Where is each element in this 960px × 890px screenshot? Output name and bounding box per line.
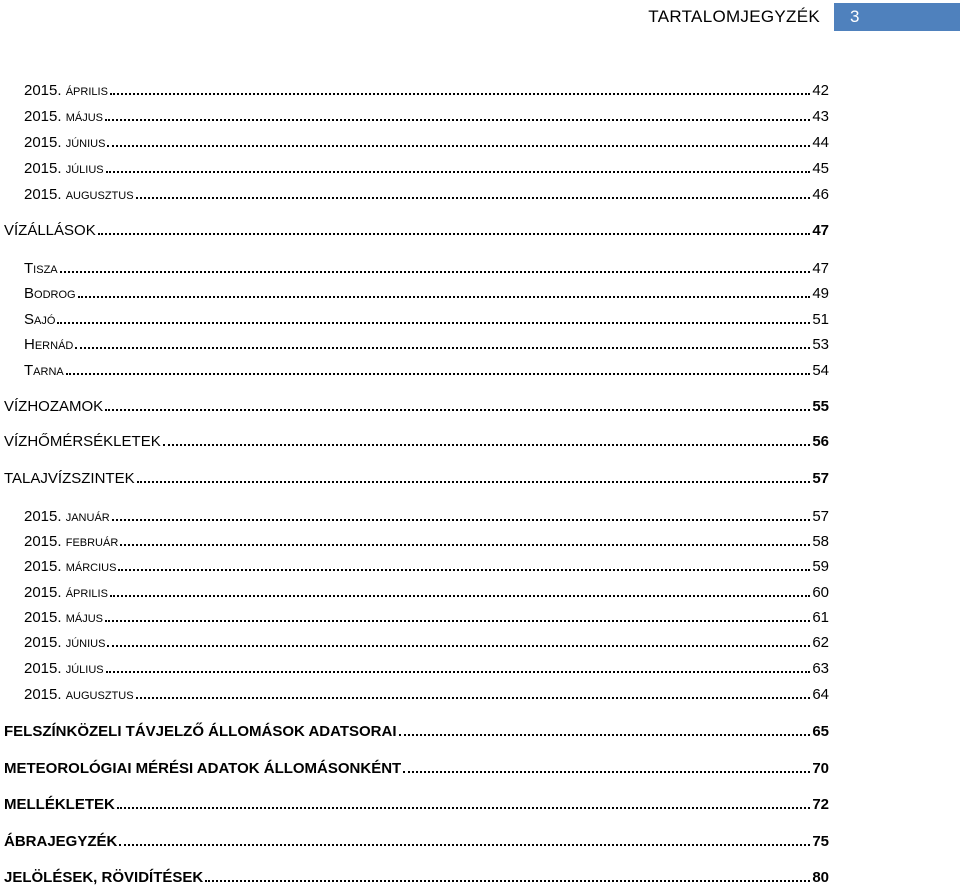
toc-entry-label bbox=[24, 584, 108, 601]
toc-leader-dots bbox=[105, 620, 810, 622]
toc-entry-label bbox=[24, 558, 116, 575]
toc-entry-label bbox=[24, 686, 134, 703]
toc-leader-dots bbox=[106, 671, 811, 673]
toc-page-number: 43 bbox=[812, 108, 829, 125]
toc-leader-dots bbox=[205, 880, 810, 882]
toc-entry-month: MÁRCIUS bbox=[65, 562, 117, 574]
toc-entry[interactable] bbox=[4, 470, 829, 487]
toc-entry-rest: ISZA bbox=[33, 264, 58, 276]
toc-entry-label: MELLÉKLETEK bbox=[4, 796, 115, 813]
toc-entry[interactable] bbox=[4, 433, 829, 450]
toc-leader-dots bbox=[57, 322, 810, 324]
toc-entry-label bbox=[24, 260, 58, 277]
toc-entry-month: MÁJUS bbox=[65, 112, 103, 124]
toc-entry-month: ÁPRILIS bbox=[65, 86, 108, 98]
toc-leader-dots bbox=[98, 233, 811, 235]
toc-entry-year: 2015. bbox=[24, 686, 66, 703]
toc-entry-label bbox=[24, 108, 103, 125]
toc-entry[interactable] bbox=[4, 869, 829, 886]
toc-leader-dots bbox=[60, 271, 811, 273]
toc-entry-label: METEOROLÓGIAI MÉRÉSI ADATOK ÁLLOMÁSONKÉNT bbox=[4, 760, 402, 777]
toc-page-number: 72 bbox=[812, 796, 829, 813]
toc-entry-label bbox=[24, 160, 104, 177]
toc-entry-label bbox=[24, 285, 76, 302]
toc-page-number: 55 bbox=[812, 398, 829, 415]
toc-entry-label: ÁBRAJEGYZÉK bbox=[4, 833, 118, 850]
toc-entry-year: 2015. bbox=[24, 533, 66, 550]
toc-page-number: 47 bbox=[812, 260, 829, 277]
toc-page-number: 53 bbox=[812, 336, 829, 353]
toc-leader-dots bbox=[403, 771, 810, 773]
toc-page-number: 42 bbox=[812, 82, 829, 99]
toc-entry-year: 2015. bbox=[24, 584, 66, 601]
toc-entry[interactable] bbox=[24, 362, 829, 379]
toc-entry-rest: ERNÁD bbox=[34, 340, 74, 352]
toc-page-number: 65 bbox=[812, 723, 829, 740]
header-title: TARTALOMJEGYZÉK bbox=[648, 7, 820, 26]
toc-leader-dots bbox=[118, 569, 810, 571]
toc-leader-dots bbox=[120, 544, 810, 546]
toc-entry[interactable] bbox=[24, 508, 829, 525]
toc-entry-initial: T bbox=[24, 260, 34, 277]
toc-leader-dots bbox=[136, 697, 811, 699]
toc-entry-month: AUGUSZTUS bbox=[65, 690, 134, 702]
toc-entry[interactable] bbox=[24, 108, 829, 125]
toc-entry-label bbox=[24, 609, 103, 626]
toc-page-number: 70 bbox=[812, 760, 829, 777]
toc-page-number: 59 bbox=[812, 558, 829, 575]
page-header bbox=[648, 3, 960, 31]
toc-entry[interactable] bbox=[24, 558, 829, 575]
toc-entry-initial: S bbox=[24, 311, 35, 328]
toc-leader-dots bbox=[110, 93, 810, 95]
toc-entry[interactable] bbox=[4, 222, 829, 239]
toc-entry[interactable] bbox=[24, 634, 829, 651]
toc-entry[interactable] bbox=[24, 160, 829, 177]
toc-leader-dots bbox=[66, 373, 811, 375]
toc-entry[interactable] bbox=[24, 186, 829, 203]
toc-leader-dots bbox=[136, 197, 811, 199]
toc-entry-year: 2015. bbox=[24, 508, 66, 525]
header-page-number: 3 bbox=[834, 3, 960, 31]
toc-entry-year: 2015. bbox=[24, 160, 66, 177]
toc-entry-label: VÍZÁLLÁSOK bbox=[4, 222, 96, 239]
toc-entry-month: JÚLIUS bbox=[65, 664, 104, 676]
toc-entry-initial: T bbox=[24, 362, 34, 379]
toc-entry[interactable] bbox=[24, 311, 829, 328]
toc-page-number: 75 bbox=[812, 833, 829, 850]
toc-entry-year: 2015. bbox=[24, 609, 66, 626]
toc-entry-month: JANUÁR bbox=[65, 512, 110, 524]
toc-page-number: 64 bbox=[812, 686, 829, 703]
toc-leader-dots bbox=[119, 844, 810, 846]
toc-page-number: 51 bbox=[812, 311, 829, 328]
toc-entry[interactable] bbox=[24, 134, 829, 151]
toc-entry-year: 2015. bbox=[24, 134, 66, 151]
toc-entry-month: FEBRUÁR bbox=[65, 537, 119, 549]
toc-entry-year: 2015. bbox=[24, 186, 66, 203]
toc-entry[interactable] bbox=[24, 260, 829, 277]
toc-entry-month: AUGUSZTUS bbox=[65, 190, 134, 202]
toc-entry-label bbox=[24, 336, 73, 353]
toc-entry[interactable] bbox=[24, 336, 829, 353]
toc-entry-year: 2015. bbox=[24, 634, 66, 651]
toc-entry-month: ÁPRILIS bbox=[65, 588, 108, 600]
toc-entry-rest: ARNA bbox=[33, 366, 64, 378]
toc-entry-month: MÁJUS bbox=[65, 613, 103, 625]
toc-entry-initial: B bbox=[24, 285, 35, 302]
toc-entry-initial: H bbox=[24, 336, 35, 353]
toc-entry-rest: AJÓ bbox=[34, 315, 56, 327]
toc-entry-label bbox=[24, 660, 104, 677]
toc-entry-rest: ODROG bbox=[34, 289, 76, 301]
toc-entry-year: 2015. bbox=[24, 558, 66, 575]
toc-leader-dots bbox=[112, 519, 811, 521]
toc-entry-label bbox=[24, 186, 134, 203]
toc-entry[interactable] bbox=[4, 398, 829, 415]
toc-entry[interactable] bbox=[4, 833, 829, 850]
toc-leader-dots bbox=[105, 119, 810, 121]
toc-page-number: 57 bbox=[812, 508, 829, 525]
toc-entry-label bbox=[24, 362, 64, 379]
toc-entry[interactable] bbox=[4, 760, 829, 777]
toc-entry-label: FELSZÍNKÖZELI TÁVJELZŐ ÁLLOMÁSOK ADATSORAI bbox=[4, 723, 397, 740]
toc-page-number: 54 bbox=[812, 362, 829, 379]
toc-entry-label bbox=[24, 533, 118, 550]
toc-entry-year: 2015. bbox=[24, 108, 66, 125]
toc-leader-dots bbox=[75, 347, 810, 349]
toc-entry-month: JÚNIUS bbox=[65, 638, 106, 650]
toc-entry-label: VÍZHOZAMOK bbox=[4, 398, 104, 415]
toc-leader-dots bbox=[107, 145, 810, 147]
toc-entry-label bbox=[24, 134, 105, 151]
toc-leader-dots bbox=[163, 444, 811, 446]
toc-page-number: 47 bbox=[812, 222, 829, 239]
toc-entry-month: JÚLIUS bbox=[65, 164, 104, 176]
toc-page-number: 49 bbox=[812, 285, 829, 302]
toc-entry-label: VÍZHŐMÉRSÉKLETEK bbox=[4, 433, 161, 450]
toc-entry[interactable] bbox=[24, 533, 829, 550]
toc-entry-label bbox=[24, 311, 55, 328]
toc-entry[interactable] bbox=[24, 584, 829, 601]
toc-entry-label bbox=[24, 634, 105, 651]
toc-entry[interactable] bbox=[24, 82, 829, 99]
toc-entry[interactable] bbox=[24, 660, 829, 677]
toc-entry-year: 2015. bbox=[24, 660, 66, 677]
toc-page-number: 80 bbox=[812, 869, 829, 886]
toc-page-number: 57 bbox=[812, 470, 829, 487]
toc-leader-dots bbox=[110, 595, 810, 597]
toc-entry[interactable] bbox=[24, 285, 829, 302]
toc-leader-dots bbox=[399, 734, 811, 736]
toc-page-number: 45 bbox=[812, 160, 829, 177]
toc-entry[interactable] bbox=[24, 609, 829, 626]
toc-leader-dots bbox=[78, 296, 811, 298]
toc-page-number: 58 bbox=[812, 533, 829, 550]
toc-entry-month: JÚNIUS bbox=[65, 138, 106, 150]
toc-page-number: 63 bbox=[812, 660, 829, 677]
toc-entry-label bbox=[24, 508, 110, 525]
toc-leader-dots bbox=[105, 409, 810, 411]
toc-leader-dots bbox=[137, 481, 811, 483]
toc-page-number: 60 bbox=[812, 584, 829, 601]
toc-entry-label: TALAJVÍZSZINTEK bbox=[4, 470, 135, 487]
toc-leader-dots bbox=[107, 645, 810, 647]
toc-page-number: 44 bbox=[812, 134, 829, 151]
toc-leader-dots bbox=[117, 807, 810, 809]
toc-entry[interactable] bbox=[24, 686, 829, 703]
toc-page-number: 61 bbox=[812, 609, 829, 626]
toc-entry-label bbox=[24, 82, 108, 99]
toc-entry-year: 2015. bbox=[24, 82, 66, 99]
toc-leader-dots bbox=[106, 171, 811, 173]
toc-entry[interactable] bbox=[4, 723, 829, 740]
toc-entry-label: JELÖLÉSEK, RÖVIDÍTÉSEK bbox=[4, 869, 204, 886]
toc-entry[interactable] bbox=[4, 796, 829, 813]
toc-page-number: 56 bbox=[812, 433, 829, 450]
toc-page-number: 46 bbox=[812, 186, 829, 203]
toc-page-number: 62 bbox=[812, 634, 829, 651]
